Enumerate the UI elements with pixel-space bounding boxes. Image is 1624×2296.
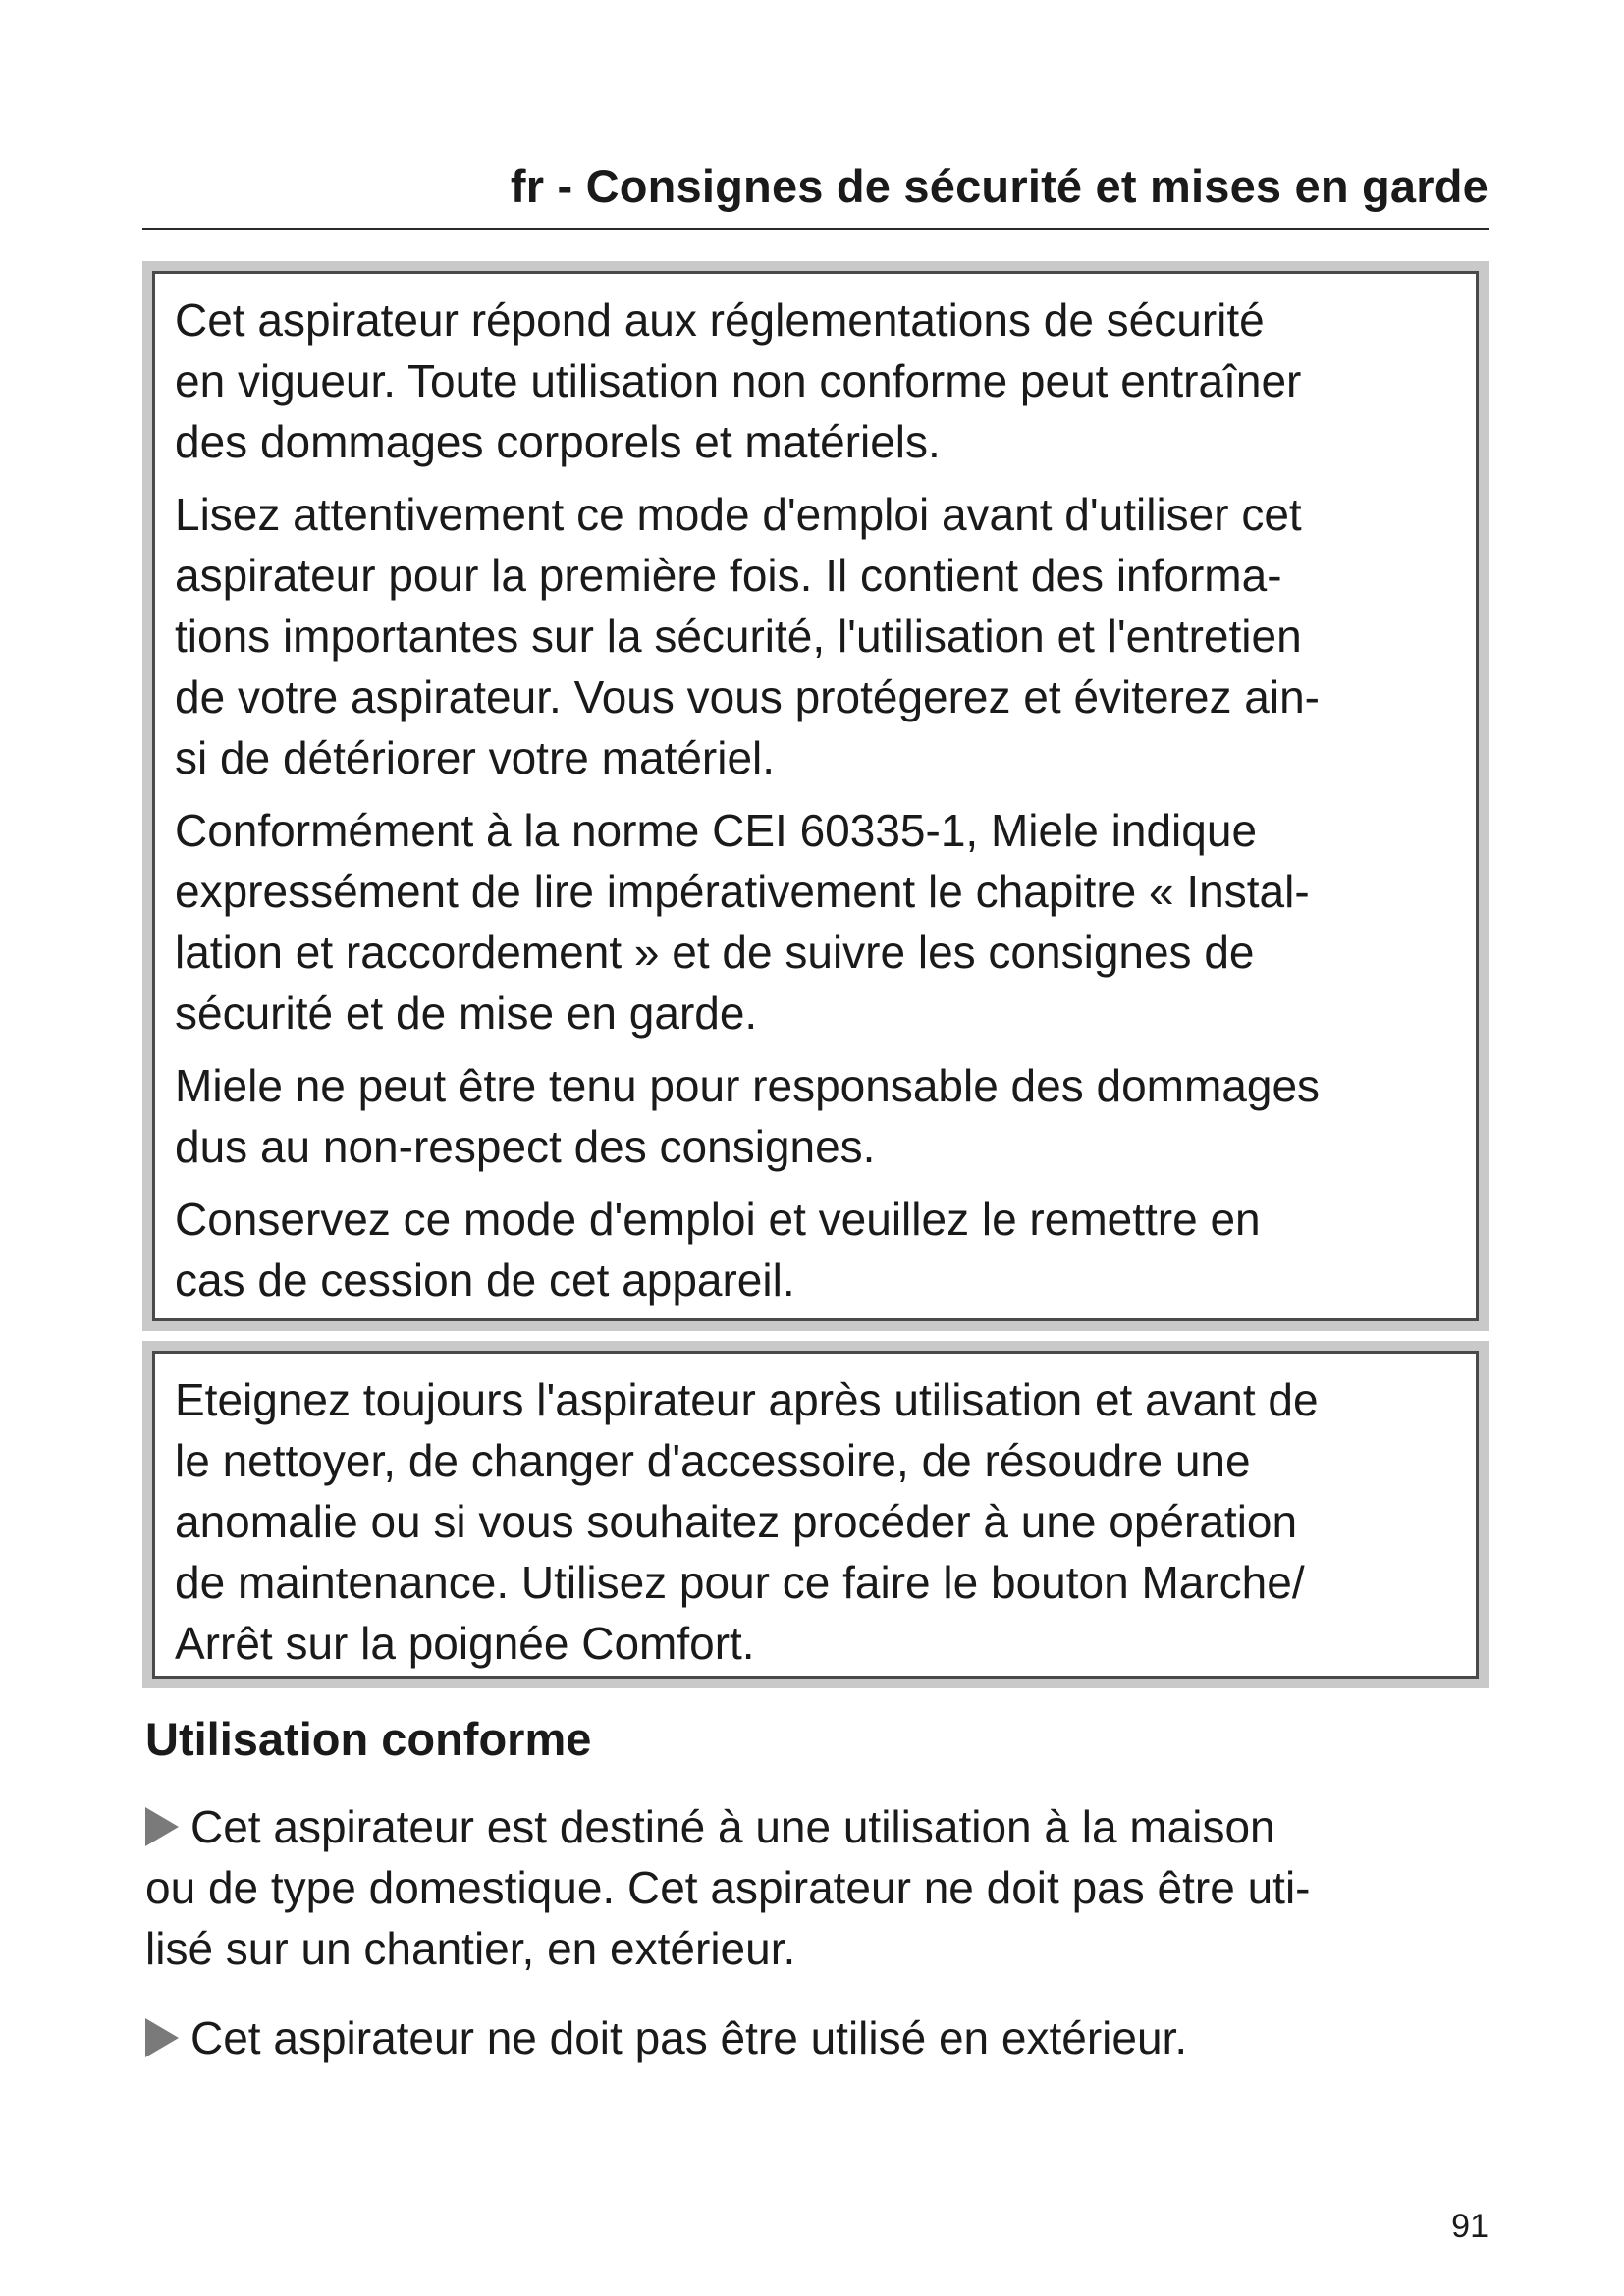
intro-paragraph: Cet aspirateur répond aux réglementations de sécurité en vigueur. Toute utilisation non conforme peut entraîner des dommages corporels et matériels. [175,294,1302,467]
bullet-item [145,2007,1490,2068]
intro-paragraph: Conformément à la norme CEI 60335-1, Miele indique expressément de lire impérativement le chapitre « Instal- lation et raccordement » et de suivre les consignes de sécurité et de mise en garde. [175,805,1310,1039]
switch-off-warning-box [142,1341,1489,1688]
page-header [142,159,1489,230]
triangle-bullet-icon [145,2018,179,2057]
intro-paragraph: Miele ne peut être tenu pour responsable des dommages dus au non-respect des consignes. [175,1060,1321,1172]
safety-intro-content [152,271,1479,1321]
intro-paragraph: Conservez ce mode d'emploi et veuillez le remettre en cas de cession de cet appareil. [175,1194,1261,1306]
triangle-bullet-icon [145,1807,179,1846]
page-title: fr - Consignes de sécurité et mises en garde [510,160,1489,212]
intro-paragraph: Lisez attentivement ce mode d'emploi avant d'utiliser cet aspirateur pour la première fois. Il contient des informa- tions importantes sur la sécurité, l'utilisation et l'entretien de votre aspirateur. Vous vous protégerez et éviterez ain- si de détériorer votre matériel. [175,489,1320,783]
warning-paragraph: Eteignez toujours l'aspirateur après utilisation et avant de le nettoyer, de changer d'accessoire, de résoudre une anomalie ou si vous souhaitez procéder à une opération de maintenance. Utilisez pour ce faire le bouton Marche/ Arrêt sur la poignée Comfort. [175,1374,1319,1669]
safety-intro-box [142,261,1489,1331]
bullet-text: Cet aspirateur est destiné à une utilisation à la maison ou de type domestique. Cet aspirateur ne doit pas être uti- lisé sur un chantier, en extérieur. [145,1801,1311,1974]
switch-off-warning-content [152,1351,1479,1679]
bullet-text: Cet aspirateur ne doit pas être utilisé en extérieur. [190,2012,1188,2063]
bullet-item [145,1796,1490,1979]
section-heading: Utilisation conforme [145,1713,592,1765]
page-number: 91 [1451,2208,1489,2245]
